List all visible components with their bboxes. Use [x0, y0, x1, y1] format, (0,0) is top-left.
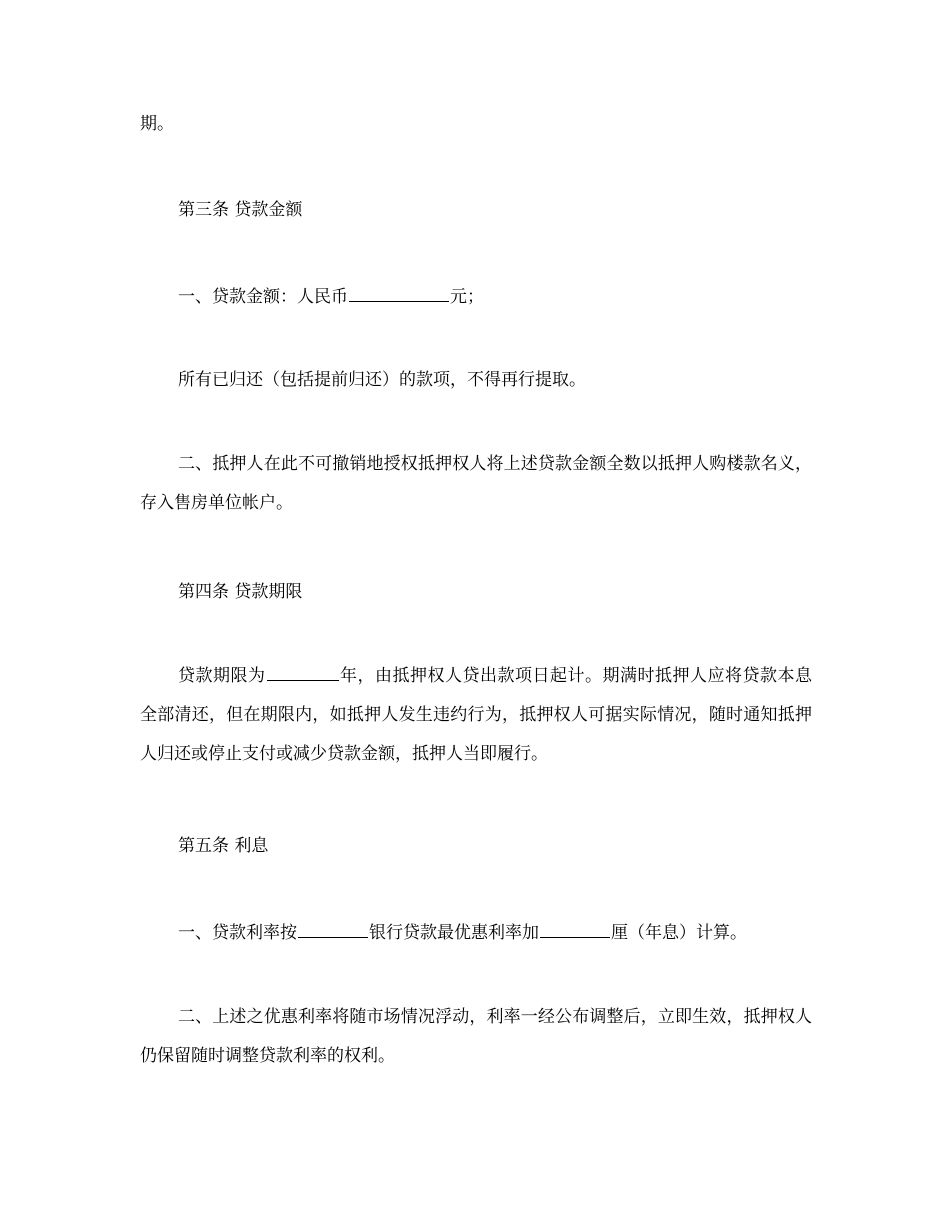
article-3-item-1	[140, 286, 484, 307]
interest-rate-middle: 银行贷款最优惠利率加	[369, 923, 539, 943]
continuation-text-content: 期。	[140, 114, 174, 134]
loan-amount-unit: 元；	[450, 287, 484, 307]
article-3-note	[140, 370, 586, 390]
loan-amount-blank	[349, 286, 449, 302]
article-3-heading-text: 第三条 贷款金额	[178, 200, 303, 220]
continuation-text	[140, 114, 174, 134]
interest-rate-label: 一、贷款利率按	[178, 923, 297, 943]
article-4-heading-text: 第四条 贷款期限	[178, 582, 303, 602]
article-4-body-text: 年，由抵押权人贷出款项日起计。期满时抵押人应将贷款本息全部清还，但在期限内，如抵押人发生违约行为，抵押权人可据实际情况，随时通知抵押人归还或停止支付或减少贷款金额，抵押人当即履行。	[140, 666, 812, 764]
loan-term-label: 贷款期限为	[178, 666, 266, 686]
document-page	[140, 0, 812, 1230]
article-4-heading	[140, 582, 302, 602]
bank-name-blank	[298, 922, 368, 938]
article-5-item-2-text: 二、上述之优惠利率将随市场情况浮动，利率一经公布调整后，立即生效，抵押权人仍保留随时调整贷款利率的权利。	[140, 1007, 812, 1066]
loan-amount-label: 一、贷款金额：人民币	[178, 287, 348, 307]
article-3-item-2-text: 二、抵押人在此不可撤销地授权抵押权人将上述贷款金额全数以抵押人购楼款名义，存入售房单位帐户。	[140, 454, 812, 513]
article-5-heading	[140, 836, 268, 856]
article-5-item-1	[140, 922, 747, 943]
article-3-item-2	[140, 445, 812, 523]
article-3-heading	[140, 200, 302, 220]
rate-markup-blank	[540, 922, 610, 938]
article-5-heading-text: 第五条 利息	[178, 836, 269, 856]
article-4-body	[140, 657, 812, 774]
article-5-item-2	[140, 998, 812, 1076]
interest-rate-end: 厘（年息）计算。	[611, 923, 747, 943]
article-3-note-text: 所有已归还（包括提前归还）的款项，不得再行提取。	[178, 370, 586, 390]
loan-term-blank	[267, 665, 339, 681]
